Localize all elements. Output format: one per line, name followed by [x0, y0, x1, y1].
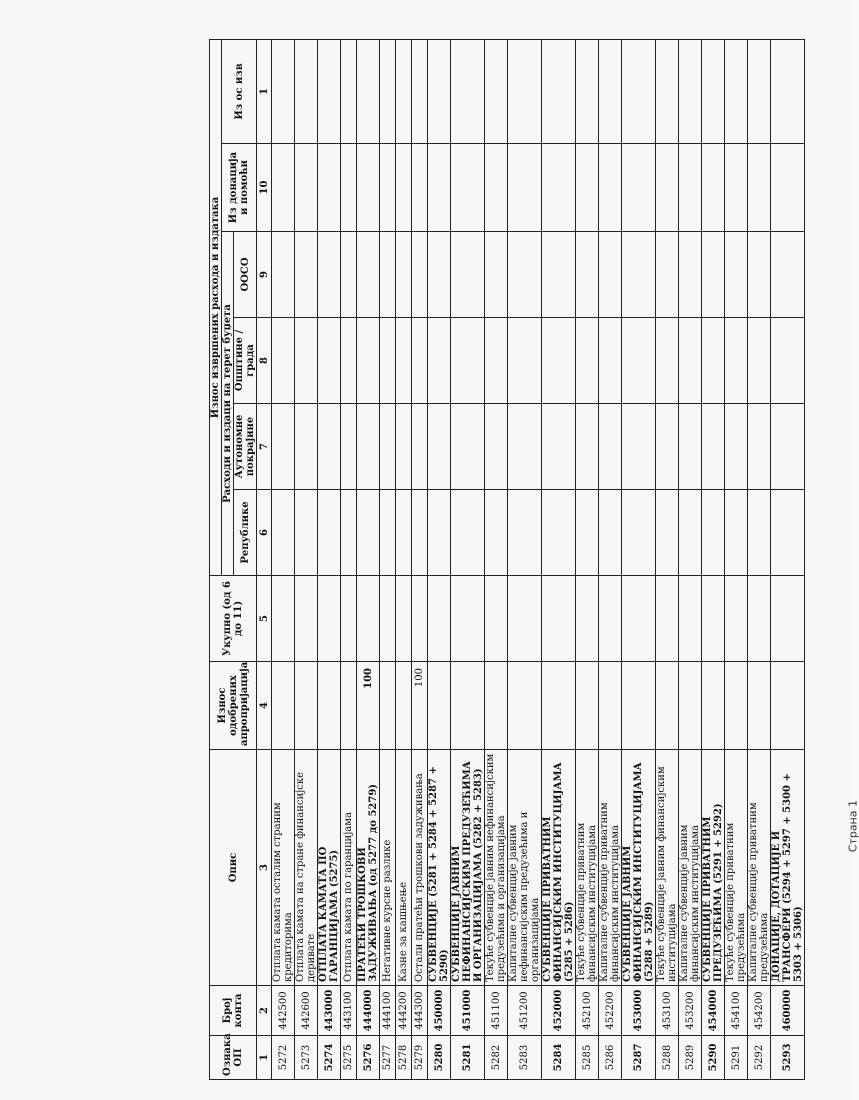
empty-value-cell — [622, 144, 656, 232]
op-cell: 5292 — [748, 1036, 771, 1080]
empty-value-cell — [357, 404, 380, 490]
empty-value-cell — [725, 40, 748, 144]
header-republike: Републике — [234, 490, 257, 576]
table-row — [380, 40, 396, 1080]
empty-value-cell — [679, 318, 702, 404]
amount-cell — [542, 662, 576, 750]
table-row — [599, 40, 622, 1080]
op-cell: 5289 — [679, 1036, 702, 1080]
table-row — [702, 40, 725, 1080]
rotated-report-table — [209, 40, 804, 1080]
konto-cell: 453100 — [656, 986, 679, 1036]
konto-cell: 451200 — [508, 986, 542, 1036]
opis-cell: Отплата камата по гаранцијама — [341, 750, 357, 986]
empty-value-cell — [599, 144, 622, 232]
empty-value-cell — [357, 40, 380, 144]
empty-value-cell — [702, 576, 725, 662]
empty-value-cell — [679, 490, 702, 576]
opis-cell: Текуће субвенције приватним финансијским институцијама — [576, 750, 599, 986]
empty-value-cell — [508, 40, 542, 144]
empty-value-cell — [542, 232, 576, 318]
empty-value-cell — [771, 404, 805, 490]
konto-cell: 454000 — [702, 986, 725, 1036]
table-row — [295, 40, 318, 1080]
amount-cell — [318, 662, 341, 750]
table-row — [341, 40, 357, 1080]
op-cell: 5276 — [357, 1036, 380, 1080]
empty-value-cell — [396, 232, 412, 318]
empty-value-cell — [318, 576, 341, 662]
empty-value-cell — [508, 404, 542, 490]
table-row — [656, 40, 679, 1080]
empty-value-cell — [725, 490, 748, 576]
opis-cell: ОТПЛАТА КАМАТА ПО ГАРАНЦИЈАМА (5275) — [318, 750, 341, 986]
empty-value-cell — [656, 318, 679, 404]
amount-cell — [428, 662, 451, 750]
table-row — [451, 40, 485, 1080]
empty-value-cell — [380, 404, 396, 490]
konto-cell: 454200 — [748, 986, 771, 1036]
empty-value-cell — [508, 318, 542, 404]
empty-value-cell — [428, 576, 451, 662]
empty-value-cell — [725, 144, 748, 232]
empty-value-cell — [396, 576, 412, 662]
empty-value-cell — [451, 490, 485, 576]
empty-value-cell — [771, 40, 805, 144]
empty-value-cell — [412, 404, 428, 490]
empty-value-cell — [380, 232, 396, 318]
opis-cell: СУБВЕНЦИЈЕ ЈАВНИМ НЕФИНАНСИЈСКИМ ПРЕДУЗЕЋИМА И ОРГАНИЗАЦИЈАМА (5282 + 5283) — [451, 750, 485, 986]
amount-cell — [485, 662, 508, 750]
empty-value-cell — [576, 40, 599, 144]
table-row — [357, 40, 380, 1080]
empty-value-cell — [295, 318, 318, 404]
empty-value-cell — [318, 318, 341, 404]
empty-value-cell — [542, 144, 576, 232]
empty-value-cell — [725, 232, 748, 318]
amount-cell — [380, 662, 396, 750]
empty-value-cell — [428, 404, 451, 490]
empty-value-cell — [748, 490, 771, 576]
op-cell: 5281 — [451, 1036, 485, 1080]
empty-value-cell — [295, 404, 318, 490]
empty-value-cell — [622, 490, 656, 576]
empty-value-cell — [679, 576, 702, 662]
amount-cell — [295, 662, 318, 750]
empty-value-cell — [576, 232, 599, 318]
konto-cell: 452000 — [542, 986, 576, 1036]
opis-cell: Текуће субвенције јавним финансијским институцијама — [656, 750, 679, 986]
empty-value-cell — [702, 404, 725, 490]
amount-cell — [702, 662, 725, 750]
op-cell: 5293 — [771, 1036, 805, 1080]
table-row — [748, 40, 771, 1080]
opis-cell: Отплата камата осталим страним кредиторима — [272, 750, 295, 986]
empty-value-cell — [451, 576, 485, 662]
op-cell: 5282 — [485, 1036, 508, 1080]
konto-cell: 442600 — [295, 986, 318, 1036]
empty-value-cell — [412, 40, 428, 144]
empty-value-cell — [451, 404, 485, 490]
empty-value-cell — [508, 144, 542, 232]
op-cell: 5285 — [576, 1036, 599, 1080]
header-autonomne: Аутономне покрајине — [234, 404, 257, 490]
empty-value-cell — [656, 576, 679, 662]
header-iznos-odobrenih: Износ одобрених апропријација — [210, 662, 257, 750]
empty-value-cell — [380, 40, 396, 144]
empty-value-cell — [272, 576, 295, 662]
op-cell: 5290 — [702, 1036, 725, 1080]
op-cell: 5277 — [380, 1036, 396, 1080]
empty-value-cell — [656, 144, 679, 232]
empty-value-cell — [622, 318, 656, 404]
empty-value-cell — [542, 40, 576, 144]
empty-value-cell — [357, 576, 380, 662]
empty-value-cell — [272, 490, 295, 576]
empty-value-cell — [341, 404, 357, 490]
empty-value-cell — [679, 404, 702, 490]
empty-value-cell — [725, 404, 748, 490]
empty-value-cell — [272, 404, 295, 490]
empty-value-cell — [485, 576, 508, 662]
column-index-row — [257, 40, 272, 1080]
empty-value-cell — [748, 232, 771, 318]
opis-cell: ДОНАЦИЈЕ, ДОТАЦИЈЕ И ТРАНСФЕРИ (5294 + 5297 + 5300 + 5303 + 5306) — [771, 750, 805, 986]
amount-cell — [725, 662, 748, 750]
amount-cell — [622, 662, 656, 750]
empty-value-cell — [576, 144, 599, 232]
konto-cell: 443000 — [318, 986, 341, 1036]
konto-cell: 444300 — [412, 986, 428, 1036]
opis-cell: Негативне курсне разлике — [380, 750, 396, 986]
table-row — [725, 40, 748, 1080]
amount-cell: 100 — [357, 662, 380, 750]
empty-value-cell — [702, 40, 725, 144]
index-cell: 1 — [257, 1036, 272, 1080]
empty-value-cell — [576, 318, 599, 404]
amount-cell — [508, 662, 542, 750]
empty-value-cell — [341, 490, 357, 576]
table-row — [542, 40, 576, 1080]
empty-value-cell — [656, 404, 679, 490]
empty-value-cell — [295, 576, 318, 662]
header-donacija: Из донација и помоћи — [222, 144, 257, 232]
empty-value-cell — [702, 232, 725, 318]
empty-value-cell — [576, 490, 599, 576]
empty-value-cell — [485, 40, 508, 144]
index-cell: 1 — [257, 40, 272, 144]
empty-value-cell — [380, 318, 396, 404]
konto-cell: 451000 — [451, 986, 485, 1036]
opis-cell: Текуће субвенције приватним предузећима — [725, 750, 748, 986]
empty-value-cell — [542, 404, 576, 490]
empty-value-cell — [357, 232, 380, 318]
empty-value-cell — [341, 576, 357, 662]
empty-value-cell — [748, 318, 771, 404]
konto-cell: 442500 — [272, 986, 295, 1036]
konto-cell: 443100 — [341, 986, 357, 1036]
empty-value-cell — [656, 40, 679, 144]
index-cell: 2 — [257, 986, 272, 1036]
empty-value-cell — [357, 490, 380, 576]
opis-cell: Капиталне субвенције приватним финансијским институцијама — [599, 750, 622, 986]
index-cell: 4 — [257, 662, 272, 750]
empty-value-cell — [341, 232, 357, 318]
empty-value-cell — [576, 576, 599, 662]
amount-cell — [599, 662, 622, 750]
empty-value-cell — [412, 232, 428, 318]
empty-value-cell — [451, 232, 485, 318]
empty-value-cell — [702, 318, 725, 404]
konto-cell: 460000 — [771, 986, 805, 1036]
empty-value-cell — [341, 318, 357, 404]
op-cell: 5291 — [725, 1036, 748, 1080]
empty-value-cell — [318, 144, 341, 232]
empty-value-cell — [622, 404, 656, 490]
konto-cell: 450000 — [428, 986, 451, 1036]
empty-value-cell — [771, 318, 805, 404]
op-cell: 5286 — [599, 1036, 622, 1080]
index-cell: 7 — [257, 404, 272, 490]
empty-value-cell — [380, 576, 396, 662]
op-cell: 5280 — [428, 1036, 451, 1080]
empty-value-cell — [748, 576, 771, 662]
amount-cell — [656, 662, 679, 750]
empty-value-cell — [599, 318, 622, 404]
table-row — [318, 40, 341, 1080]
opis-cell: Остали пратећи трошкови задуживања — [412, 750, 428, 986]
opis-cell: ПРАТЕЋИ ТРОШКОВИ ЗАДУЖИВАЊА (од 5277 до 5279) — [357, 750, 380, 986]
opis-cell: СУБВЕНЦИЈЕ ПРИВАТНИМ ПРЕДУЗЕЋИМА (5291 + 5292) — [702, 750, 725, 986]
page-number-label: Страна 1 — [846, 800, 859, 853]
empty-value-cell — [428, 232, 451, 318]
op-cell: 5272 — [272, 1036, 295, 1080]
table-body — [272, 40, 805, 1080]
empty-value-cell — [451, 318, 485, 404]
amount-cell: 100 — [412, 662, 428, 750]
empty-value-cell — [357, 144, 380, 232]
empty-value-cell — [396, 490, 412, 576]
empty-value-cell — [295, 40, 318, 144]
konto-cell: 454100 — [725, 986, 748, 1036]
header-op: Ознака ОП — [210, 1036, 257, 1080]
konto-cell: 453200 — [679, 986, 702, 1036]
empty-value-cell — [428, 318, 451, 404]
index-cell: 10 — [257, 144, 272, 232]
op-cell: 5288 — [656, 1036, 679, 1080]
konto-cell: 444200 — [396, 986, 412, 1036]
amount-cell — [771, 662, 805, 750]
opis-cell: Отплата камата на стране финансијске деривате — [295, 750, 318, 986]
empty-value-cell — [341, 40, 357, 144]
empty-value-cell — [485, 404, 508, 490]
empty-value-cell — [485, 144, 508, 232]
empty-value-cell — [599, 490, 622, 576]
konto-cell: 452100 — [576, 986, 599, 1036]
amount-cell — [679, 662, 702, 750]
empty-value-cell — [318, 40, 341, 144]
empty-value-cell — [412, 318, 428, 404]
empty-value-cell — [542, 576, 576, 662]
opis-cell: СУБВЕНЦИЈЕ ПРИВАТНИМ ФИНАНСИЈСКИМ ИНСТИТУЦИЈАМА (5285 + 5286) — [542, 750, 576, 986]
empty-value-cell — [318, 490, 341, 576]
empty-value-cell — [318, 404, 341, 490]
empty-value-cell — [380, 144, 396, 232]
konto-cell: 444000 — [357, 986, 380, 1036]
empty-value-cell — [622, 576, 656, 662]
empty-value-cell — [679, 144, 702, 232]
konto-cell: 451100 — [485, 986, 508, 1036]
empty-value-cell — [396, 40, 412, 144]
expense-report-table — [209, 39, 805, 1080]
table-row — [679, 40, 702, 1080]
empty-value-cell — [542, 318, 576, 404]
op-cell: 5275 — [341, 1036, 357, 1080]
table-row — [622, 40, 656, 1080]
op-cell: 5284 — [542, 1036, 576, 1080]
header-ukupno: Укупно (од 6 до 11) — [210, 576, 257, 662]
empty-value-cell — [396, 404, 412, 490]
table-row — [396, 40, 412, 1080]
empty-value-cell — [599, 232, 622, 318]
empty-value-cell — [702, 144, 725, 232]
empty-value-cell — [295, 144, 318, 232]
empty-value-cell — [428, 144, 451, 232]
empty-value-cell — [485, 318, 508, 404]
empty-value-cell — [451, 144, 485, 232]
empty-value-cell — [508, 232, 542, 318]
opis-cell: Капиталне субвенције јавним финансијским институцијама — [679, 750, 702, 986]
table-row — [428, 40, 451, 1080]
konto-cell: 452200 — [599, 986, 622, 1036]
konto-cell: 444100 — [380, 986, 396, 1036]
table-row — [508, 40, 542, 1080]
empty-value-cell — [396, 144, 412, 232]
empty-value-cell — [396, 318, 412, 404]
empty-value-cell — [622, 232, 656, 318]
empty-value-cell — [272, 318, 295, 404]
empty-value-cell — [679, 40, 702, 144]
opis-cell: Казне за кашњење — [396, 750, 412, 986]
opis-cell: Текуће субвенције јавним нефинансијским предузећима и организацијама — [485, 750, 508, 986]
amount-cell — [396, 662, 412, 750]
index-cell: 5 — [257, 576, 272, 662]
amount-cell — [451, 662, 485, 750]
empty-value-cell — [428, 490, 451, 576]
empty-value-cell — [428, 40, 451, 144]
index-cell: 3 — [257, 750, 272, 986]
amount-cell — [576, 662, 599, 750]
empty-value-cell — [656, 490, 679, 576]
empty-value-cell — [508, 490, 542, 576]
header-izvrsenih: Износ извршених расхода и издатака — [210, 40, 222, 576]
empty-value-cell — [451, 40, 485, 144]
table-row — [412, 40, 428, 1080]
empty-value-cell — [771, 144, 805, 232]
header-ooso: ООСО — [234, 232, 257, 318]
empty-value-cell — [412, 144, 428, 232]
opis-cell: СУБВЕНЦИЈЕ ЈАВНИМ ФИНАНСИЈСКИМ ИНСТИТУЦИЈАМА (5288 + 5289) — [622, 750, 656, 986]
empty-value-cell — [771, 490, 805, 576]
index-cell: 6 — [257, 490, 272, 576]
konto-cell: 453000 — [622, 986, 656, 1036]
amount-cell — [748, 662, 771, 750]
op-cell: 5278 — [396, 1036, 412, 1080]
op-cell: 5273 — [295, 1036, 318, 1080]
empty-value-cell — [771, 576, 805, 662]
op-cell: 5287 — [622, 1036, 656, 1080]
header-opstine: Општине / града — [234, 318, 257, 404]
table-row — [485, 40, 508, 1080]
empty-value-cell — [485, 490, 508, 576]
empty-value-cell — [508, 576, 542, 662]
empty-value-cell — [748, 404, 771, 490]
table-row — [771, 40, 805, 1080]
empty-value-cell — [380, 490, 396, 576]
empty-value-cell — [542, 490, 576, 576]
empty-value-cell — [725, 318, 748, 404]
empty-value-cell — [576, 404, 599, 490]
empty-value-cell — [485, 232, 508, 318]
op-cell: 5279 — [412, 1036, 428, 1080]
opis-cell: Капиталне субвенције приватним предузећима — [748, 750, 771, 986]
empty-value-cell — [272, 144, 295, 232]
header-izvrsenih-sub: Расходи и издаци на терет буџета — [222, 232, 234, 576]
empty-value-cell — [272, 232, 295, 318]
empty-value-cell — [702, 490, 725, 576]
table-row — [576, 40, 599, 1080]
empty-value-cell — [295, 232, 318, 318]
header-opis: Опис — [210, 750, 257, 986]
op-cell: 5283 — [508, 1036, 542, 1080]
empty-value-cell — [725, 576, 748, 662]
empty-value-cell — [357, 318, 380, 404]
empty-value-cell — [412, 490, 428, 576]
empty-value-cell — [599, 40, 622, 144]
opis-cell: Капиталне субвенције јавним нефинансијским предузећима и организацијама — [508, 750, 542, 986]
empty-value-cell — [771, 232, 805, 318]
header-iz-os: Из ос изв — [222, 40, 257, 144]
opis-cell: СУБВЕНЦИЈЕ (5281 + 5284 + 5287 + 5290) — [428, 750, 451, 986]
empty-value-cell — [679, 232, 702, 318]
amount-cell — [341, 662, 357, 750]
empty-value-cell — [599, 576, 622, 662]
empty-value-cell — [295, 490, 318, 576]
header-konto: Број конта — [210, 986, 257, 1036]
op-cell: 5274 — [318, 1036, 341, 1080]
empty-value-cell — [318, 232, 341, 318]
index-cell: 8 — [257, 318, 272, 404]
amount-cell — [272, 662, 295, 750]
table-row — [272, 40, 295, 1080]
empty-value-cell — [748, 40, 771, 144]
empty-value-cell — [656, 232, 679, 318]
empty-value-cell — [599, 404, 622, 490]
empty-value-cell — [748, 144, 771, 232]
index-cell: 9 — [257, 232, 272, 318]
empty-value-cell — [341, 144, 357, 232]
empty-value-cell — [272, 40, 295, 144]
empty-value-cell — [622, 40, 656, 144]
empty-value-cell — [412, 576, 428, 662]
